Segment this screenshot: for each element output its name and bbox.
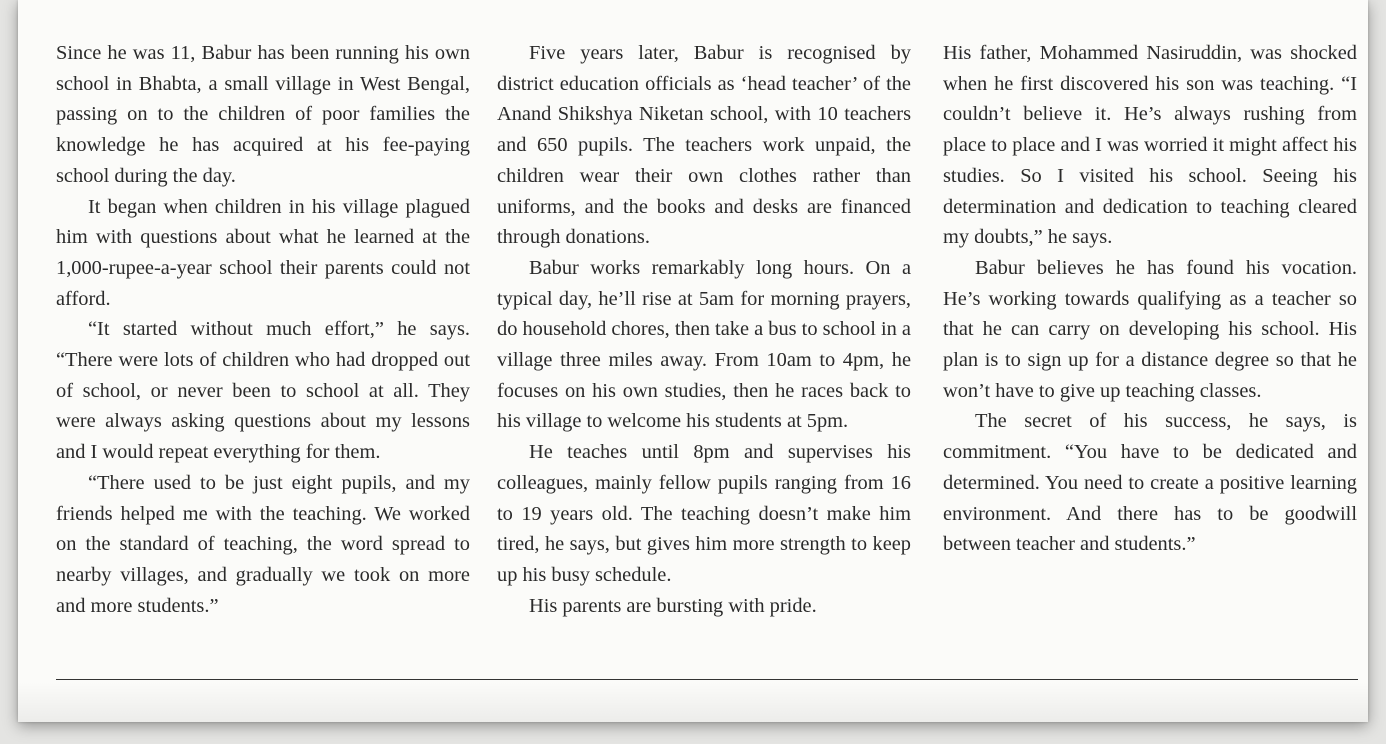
paragraph: It began when children in his village plagued him with questions about what he learned at the 1,000-rupee-a-year school their parents could not afford. — [56, 195, 470, 310]
article-column-2 — [497, 38, 911, 621]
bottom-rule — [56, 679, 1358, 680]
paragraph: He teaches until 8pm and supervises his colleagues, mainly fellow pupils ranging from 16 to 19 years old. The teaching doesn’t make him tired, he says, but gives him more strength to keep up his busy schedule. — [497, 441, 911, 586]
page-sheet — [18, 0, 1368, 722]
paragraph: “There used to be just eight pupils, and my friends helped me with the teaching. We worked on the standard of teaching, the word spread to nearby villages, and gradually we took on more and more students.” — [56, 471, 470, 617]
paragraph: Since he was 11, Babur has been running his own school in Bhabta, a small village in West Bengal, passing on to the children of poor families the knowledge he has acquired at his fee-paying school during the day. — [56, 42, 470, 187]
paragraph: His parents are bursting with pride. — [529, 594, 817, 617]
paragraph: The secret of his success, he says, is commitment. “You have to be dedicated and determined. You need to create a positive learning environment. And there has to be goodwill between teacher and students.” — [943, 410, 1357, 556]
article-column-3 — [943, 38, 1357, 560]
paragraph: Five years later, Babur is recognised by district education officials as ‘head teacher’ of the Anand Shikshya Niketan school, with 10 teachers and 650 pupils. The teachers work unpaid, the children wear their own clothes rather than uniforms, and the books and desks are financed through donations. — [497, 42, 911, 249]
paragraph: “It started without much effort,” he says. “There were lots of children who had dropped out of school, or never been to school at all. They were always asking questions about my lessons and I would repeat everything for them. — [56, 318, 470, 464]
paragraph: His father, Mohammed Nasiruddin, was shocked when he first discovered his son was teaching. “I couldn’t believe it. He’s always rushing from place to place and I was worried it might affect his studies. So I visited his school. Seeing his determination and dedication to teaching cleared my doubts,” he says. — [943, 42, 1357, 249]
paragraph: Babur works remarkably long hours. On a typical day, he’ll rise at 5am for morning prayers, do household chores, then take a bus to school in a village three miles away. From 10am to 4pm, he focuses on his own studies, then he races back to his village to welcome his students at 5pm. — [497, 256, 911, 433]
paragraph: Babur believes he has found his vocation. He’s working towards qualifying as a teacher so that he can carry on developing his school. His plan is to sign up for a distance degree so that he won’t have to give up teaching classes. — [943, 256, 1357, 402]
article-column-1 — [56, 38, 470, 621]
